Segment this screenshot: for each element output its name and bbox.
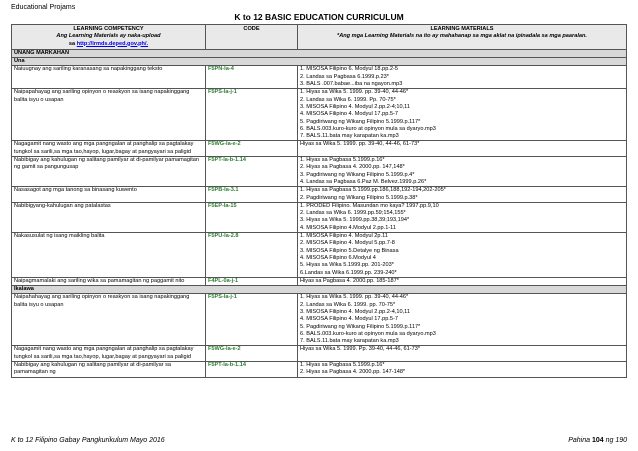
competency-cell: Nabibigay ang kahulugan ng salitang pamilyar at di-pamilyar pamamagitan ng gamit sa pangungusap [12,157,206,187]
code-cell: F5PS-Ia-j-1 [206,89,298,141]
material-item: 1. Hiyas sa Pagbasa 5.1999.p.16* [300,157,385,164]
materials-header-sub: *Ang mga Learning Materials na ito ay mahahanap sa mga aklat na ipinadala sa mga paaralan. [337,33,587,40]
material-item: 2. Landas sa Wika 6. 1999. Pp. 70-75* [300,96,396,103]
code-cell: F5PN-Ia-4 [206,66,298,89]
section-label: UNANG MARKAHAN [12,49,627,57]
table-row [12,202,627,232]
page-mid: ng [603,437,616,444]
materials-cell [298,362,627,378]
table-row [12,346,627,362]
material-item: 2. Landas sa Pagbasa 6.1999.p.23* [300,73,389,80]
material-item: 1. PRODED Filipino. Masundan mo kaya? 1997.pp.9,10 [300,202,439,209]
material-item: Hiyas sa Pagbasa 4. 2000.pp. 185-187* [300,277,399,284]
code-header: CODE [206,25,298,50]
competency-cell: Naipapahayag ang sariling opinyon o reaskyon sa isang napakinggang balita isyu o usapan [12,89,206,141]
material-item: 3. MISOSA Filipino 5.Detalye ng Binasa [300,247,399,254]
competency-header [12,25,206,50]
table-row [12,233,627,278]
material-item: 3. Pagdiriwang ng Wikang Filipino 5.1999.p.4* [300,171,415,178]
material-item: 4. Landas sa Pagbasa 6.Paz M. Belvez.1999.p.26* [300,178,427,185]
table-row [12,157,627,187]
materials-cell [298,89,627,141]
competency-cell: Nabibigay ang kahulugan ng salitang pamilyar at di-pamilyar sa pamamagitan ng [12,362,206,378]
section-row [12,49,627,57]
code-cell: F5EP-Ia-15 [206,202,298,232]
table-row [12,362,627,378]
materials-cell [298,294,627,346]
competency-cell: Naipagmamalaki ang sariling wika sa pamamagitan ng paggamit nito [12,277,206,285]
material-item: 2. Landas sa Wika 6. 1999.pp.59;154,155* [300,210,406,217]
materials-cell [298,187,627,203]
material-item: Hiyas sa Wika 5. 1999. pp. 39-40, 44-46, 61-73* [300,141,420,148]
material-item: 1. Hiyas sa Pagbasa 5.1999.p.16* [300,362,385,369]
material-item: 4. MISOSA Filipino 4. Modyul 17.pp.5-7 [300,316,398,323]
materials-header [298,25,627,50]
material-item: 2. Hiyas sa Pagbasa 4. 2000.pp. 147-148* [300,369,406,376]
total-pages: 190 [615,437,627,444]
code-cell: F5PU-Ia-2.8 [206,233,298,278]
footer-document-title: K to 12 Filipino Gabay Pangkurikulum Mayo 2016 [11,437,165,444]
code-cell: F5WG-Ia-e-2 [206,141,298,157]
materials-cell [298,202,627,232]
page-prefix: Pahina [568,437,592,444]
code-cell: F5PB-Ia-3.1 [206,187,298,203]
material-item: 2. MISOSA Filipino 4. Modyul 5.pp.7-8 [300,240,395,247]
code-cell: F5PT-Ia-b-1.14 [206,157,298,187]
competency-cell: Nagagamit nang wasto ang mga pangngalan at panghalip sa pagtalakay tungkol sa sarili,sa mga tao,hayop, lugar,bagay at pangyayari sa paligid [12,346,206,362]
material-item: 7. BALS.11.bata may karapatan ka.mp3 [300,338,399,345]
material-item: 1. Hiyas sa Pagbasa 5.1999.pp.186,188,192-194,202-205* [300,187,446,194]
materials-cell [298,66,627,89]
material-item: 5. Pagdiriwang ng Wikang Filipino 5.1999.p.117* [300,323,421,330]
material-item: 6. BALS.003.kuro-kuro at opinyon mula sa dyaryo.mp3 [300,330,436,337]
material-item: 2. Landas sa Wika 6. 1999. pp. 70-75* [300,301,396,308]
material-item: 3. MISOSA Filipino 4. Modyul 2.pp.2-4;10,11 [300,103,410,110]
competency-cell: Nabibigyang-kahulugan ang patalastas [12,202,206,232]
materials-cell [298,141,627,157]
current-page: 104 [591,437,604,444]
material-item: 3. Hiyas sa Wika 5. 1999.pp.38,39;193,194* [300,217,410,224]
materials-cell [298,157,627,187]
material-item: 6.Landas sa Wika 6.1999.pp. 239-240* [300,269,397,276]
materials-cell [298,346,627,362]
competency-header-title: LEARNING COMPETENCY [73,26,144,32]
footer-page-number [568,437,627,444]
table-row [12,294,627,346]
competency-header-sub: Ang Learning Materials ay naka-upload [56,33,161,40]
materials-header-title: LEARNING MATERIALS [430,26,494,32]
material-item: 2. Hiyas sa Pagbasa 4. 2000.pp. 147,148* [300,164,405,171]
page-title: K to 12 BASIC EDUCATION CURRICULUM [234,12,404,22]
material-item: 3. MISOSA Filipino 4. Modyul 2.pp.2-4,10,11 [300,308,410,315]
material-item: Hiyas sa Wika 5. 1999. Pp. 39-40, 44-46, 61-73* [300,346,421,353]
header-top-left: Educational Projams [11,4,76,11]
section-row [12,58,627,66]
code-cell: F5WG-Ia-e-2 [206,346,298,362]
section-label: Ikalawa [12,286,627,294]
code-cell: F4PL-0a-j-1 [206,277,298,285]
competency-cell: Nakasusulat ng isang maikling balita [12,233,206,278]
table-row [12,187,627,203]
material-item: 5. Pagdiriwang ng Wikang Filipino 5.1999.p.117* [300,118,421,125]
material-item: 6. BALS.003.kuro-kuro at opinyon mula sa dyaryo.mp3 [300,125,436,132]
competency-cell: Nagagamit nang wasto ang mga pangngalan at panghalip sa pagtalakay tungkol sa sarili,sa mga tao,hayop, lugar,bagay at pangyayari sa paligid [12,141,206,157]
material-item: 4. MISOSA Filipino 4. Modyul 17.pp.5-7 [300,111,398,118]
code-cell: F5PT-Ia-b-1.14 [206,362,298,378]
table-row [12,277,627,285]
material-item: 5. Hiyas sa Wika 5.1999.pp. 201-203* [300,262,394,269]
competency-cell: Nasasagot ang mga tanong sa binasang kuwento [12,187,206,203]
lrmds-link[interactable]: http://lrmds.deped.gov.ph/. [76,40,149,47]
code-cell: F5PS-Ia-j-1 [206,294,298,346]
curriculum-table [11,24,627,378]
material-item: 1. MISOSA Filipino 4. Modyul 2p.11 [300,233,388,240]
section-label: Una [12,58,627,66]
table-row [12,66,627,89]
competency-cell: Naiuugnay ang sariling karanasang sa napakinggang teksto [12,66,206,89]
material-item: 4. MISOSA Filipino 4.Modyul 2.pp.1-11 [300,224,396,231]
material-item: 2. Pagdiriwang ng Wikang Filipino 5.1999.p.38* [300,194,418,201]
section-row [12,286,627,294]
materials-cell [298,233,627,278]
table-row [12,89,627,141]
material-item: 1. Hiyas sa Wika 5. 1999. pp. 39-40, 44-46* [300,89,409,96]
material-item: 4. MISOSA Filipino 6.Modyul 4 [300,254,376,261]
competency-cell: Naipahahayag ang sariling opinyon o reaskyon sa isang napakinggang balita isyu o usapan [12,294,206,346]
material-item: 7. BALS.11.bata may karapatan ka.mp3 [300,133,399,140]
material-item: 1. MISOSA Filipino 6. Modyul 18.pp.2-5 [300,66,398,73]
competency-link-prefix: sa [68,40,77,47]
materials-cell [298,277,627,285]
table-header-row [12,25,627,50]
table-row [12,141,627,157]
material-item: 1. Hiyas sa Wika 5. 1999. pp. 39-40, 44-46* [300,294,409,301]
material-item: 3. BALS .007.babae...iba na ngayon.mp3 [300,81,403,88]
